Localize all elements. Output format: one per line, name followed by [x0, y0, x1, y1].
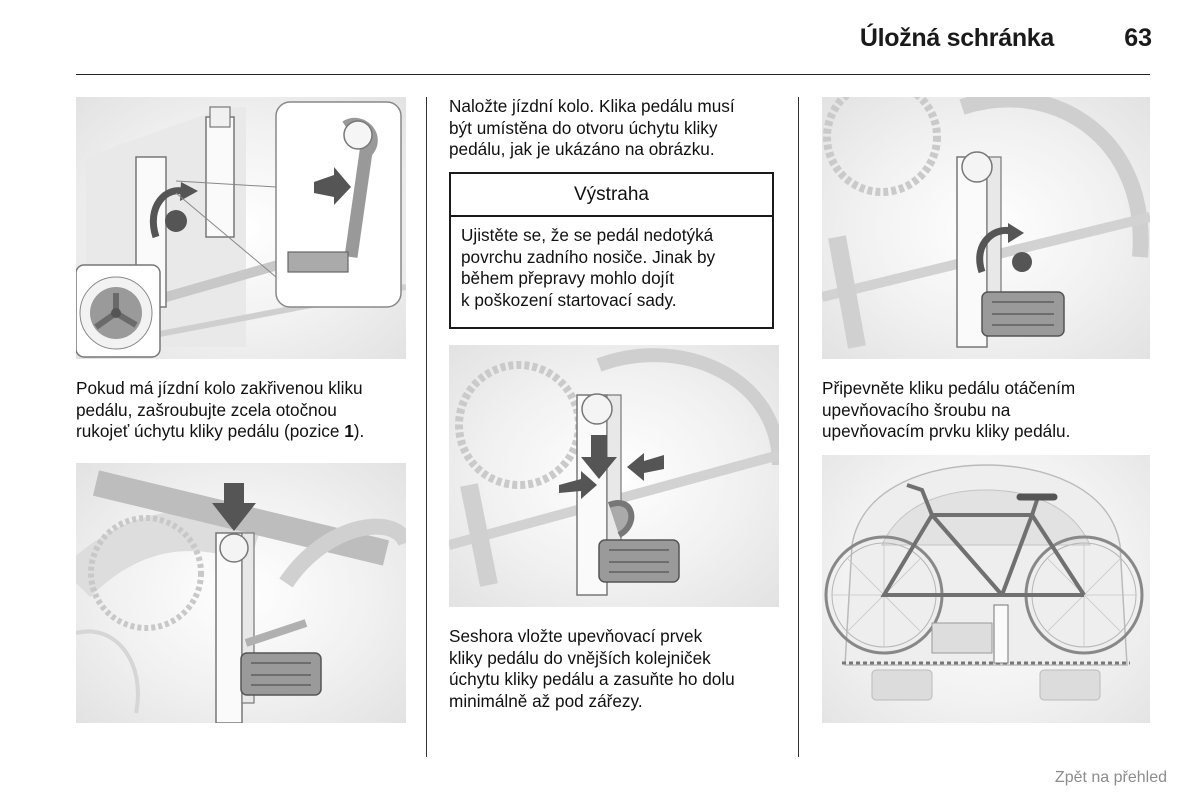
column-divider-right [798, 97, 799, 757]
col3-paragraph: Připevněte kliku pedálu otáčením upevňovacího šroubu na upevňovacím prvku kliky pedálu. [822, 378, 1076, 441]
column-divider-left [426, 97, 427, 757]
back-to-overview-link[interactable]: Zpět na přehled [1054, 769, 1167, 786]
figure-bike-frame-insert [76, 463, 406, 723]
col2-intro-paragraph: Naložte jízdní kolo. Klika pedálu musí být umístěna do otvoru úchytu kliky pedálu, jak je ukázáno na obrázku. [449, 96, 735, 159]
page-title: Úložná schránka [859, 24, 1054, 52]
figure-tighten-screw [822, 97, 1150, 359]
figure-insert-fixing-element [449, 345, 779, 607]
header-rule [76, 74, 1150, 75]
figure-car-with-bicycle [822, 455, 1150, 723]
figure-pedal-holder-knob [76, 97, 406, 359]
warning-text: Ujistěte se, že se pedál nedotýká povrchu zadního nosiče. Jinak by během přepravy mohlo dojít k poškození startovací sady. [461, 225, 716, 310]
page-number: 63 [1124, 24, 1152, 52]
warning-box [449, 172, 774, 329]
position-number: 1 [344, 421, 354, 441]
col2-outro-paragraph: Seshora vložte upevňovací prvek kliky pedálu do vnějších kolejniček úchytu kliky pedálu a zasuňte ho dolu minimálně až pod zářezy. [449, 626, 735, 711]
col1-paragraph: Pokud má jízdní kolo zakřivenou kliku pedálu, zašroubujte zcela otočnou rukojeť úchytu kliky pedálu (pozice 1). [76, 378, 365, 441]
warning-title: Výstraha [451, 174, 772, 217]
